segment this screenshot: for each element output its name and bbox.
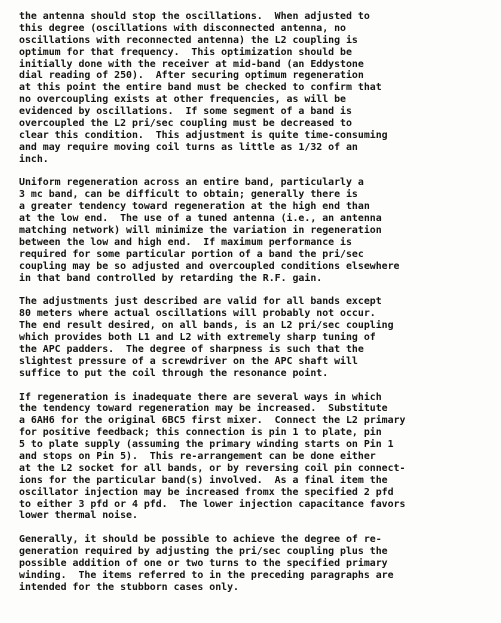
text-line: If regeneration is inadequate there are several ways in which [19, 391, 382, 403]
text-line: at the low end. The use of a tuned antenna (i.e., an antenna [19, 213, 382, 225]
text-line: winding. The items referred to in the preceding paragraphs are [19, 569, 394, 581]
text-line: clear this condition. This adjustment is quite time-consuming [19, 129, 388, 141]
text-line: this degree (oscillations with disconnected antenna, no [19, 22, 346, 34]
text-line: Generally, it should be possible to achieve the degree of re- [19, 534, 382, 546]
text-line: optimum for that frequency. This optimization should be [19, 46, 352, 58]
text-line: generation required by adjusting the pri/sec coupling plus the [19, 546, 388, 558]
text-line: The end result desired, on all bands, is an L2 pri/sec coupling [19, 320, 394, 332]
text-line: intended for the stubborn cases only. [19, 581, 239, 593]
text-line: required for some particular portion of a band the pri/sec [19, 248, 364, 260]
text-line: initially done with the receiver at mid-band (an Eddystone [19, 58, 364, 70]
text-line: matching network) will minimize the variation in regeneration [19, 225, 382, 237]
text-line: oscillator injection may be increased fromx the specified 2 pfd [19, 486, 394, 498]
text-line: Uniform regeneration across an entire band, particularly a [19, 177, 364, 189]
paragraph-1 [19, 11, 494, 166]
text-line: The adjustments just described are valid for all bands except [19, 296, 382, 308]
text-line: 3 mc band, can be difficult to obtain; generally there is [19, 189, 358, 201]
paragraph-3 [19, 296, 494, 379]
text-line: slightest pressure of a screwdriver on the APC shaft will [19, 355, 358, 367]
text-line: no overcoupling exists at other frequencies, as will be [19, 94, 346, 106]
text-line: a 6AH6 for the original 6BC5 first mixer. Connect the L2 primary [19, 415, 406, 427]
text-line: inch. [19, 153, 49, 165]
text-line: and stops on Pin 5). This re-arrangement can be done either [19, 450, 376, 462]
text-line: the tendency toward regeneration may be increased. Substitute [19, 403, 388, 415]
paragraph-2 [19, 177, 494, 284]
text-line: and may require moving coil turns as little as 1/32 of an [19, 141, 358, 153]
text-line: the antenna should stop the oscillations. When adjusted to [19, 11, 370, 22]
paragraph-5 [19, 534, 494, 593]
document-text [19, 11, 494, 594]
text-line: at this point the entire band must be checked to confirm that [19, 82, 382, 94]
text-line: dial reading of 250). After securing optimum regeneration [19, 70, 364, 82]
paragraph-gap [19, 284, 494, 296]
text-line: to either 3 pfd or 4 pfd. The lower injection capacitance favors [19, 498, 406, 510]
text-line: the APC padders. The degree of sharpness is such that the [19, 343, 364, 355]
text-line: a greater tendency toward regeneration at the high end than [19, 201, 370, 213]
text-line: which provides both L1 and L2 with extremely sharp tuning of [19, 332, 376, 344]
paragraph-gap [19, 166, 494, 178]
text-line: between the low and high end. If maximum performance is [19, 236, 352, 248]
paragraph-gap [19, 380, 494, 392]
text-line: lower thermal noise. [19, 510, 138, 522]
text-line: at the L2 socket for all bands, or by reversing coil pin connect- [19, 462, 406, 474]
text-line: overcoupled the L2 pri/sec coupling must be decreased to [19, 118, 352, 130]
text-line: suffice to put the coil through the resonance point. [19, 367, 329, 379]
text-line: ions for the particular band(s) involved. As a final item the [19, 474, 388, 486]
text-line: coupling may be so adjusted and overcoupled conditions elsewhere [19, 260, 400, 272]
text-line: in that band controlled by retarding the R.F. gain. [19, 272, 323, 284]
text-line: possible addition of one or two turns to the specified primary [19, 557, 388, 569]
text-line: 5 to plate supply (assuming the primary winding starts on Pin 1 [19, 439, 394, 451]
text-line: for positive feedback; this connection is pin 1 to plate, pin [19, 427, 382, 439]
text-line: evidenced by oscillations. If some segment of a band is [19, 106, 352, 118]
text-line: 80 meters where actual oscillations will probably not occur. [19, 308, 376, 320]
text-line: oscillations with reconnected antenna) the L2 coupling is [19, 34, 358, 46]
paragraph-gap [19, 522, 494, 534]
paragraph-4 [19, 392, 494, 523]
